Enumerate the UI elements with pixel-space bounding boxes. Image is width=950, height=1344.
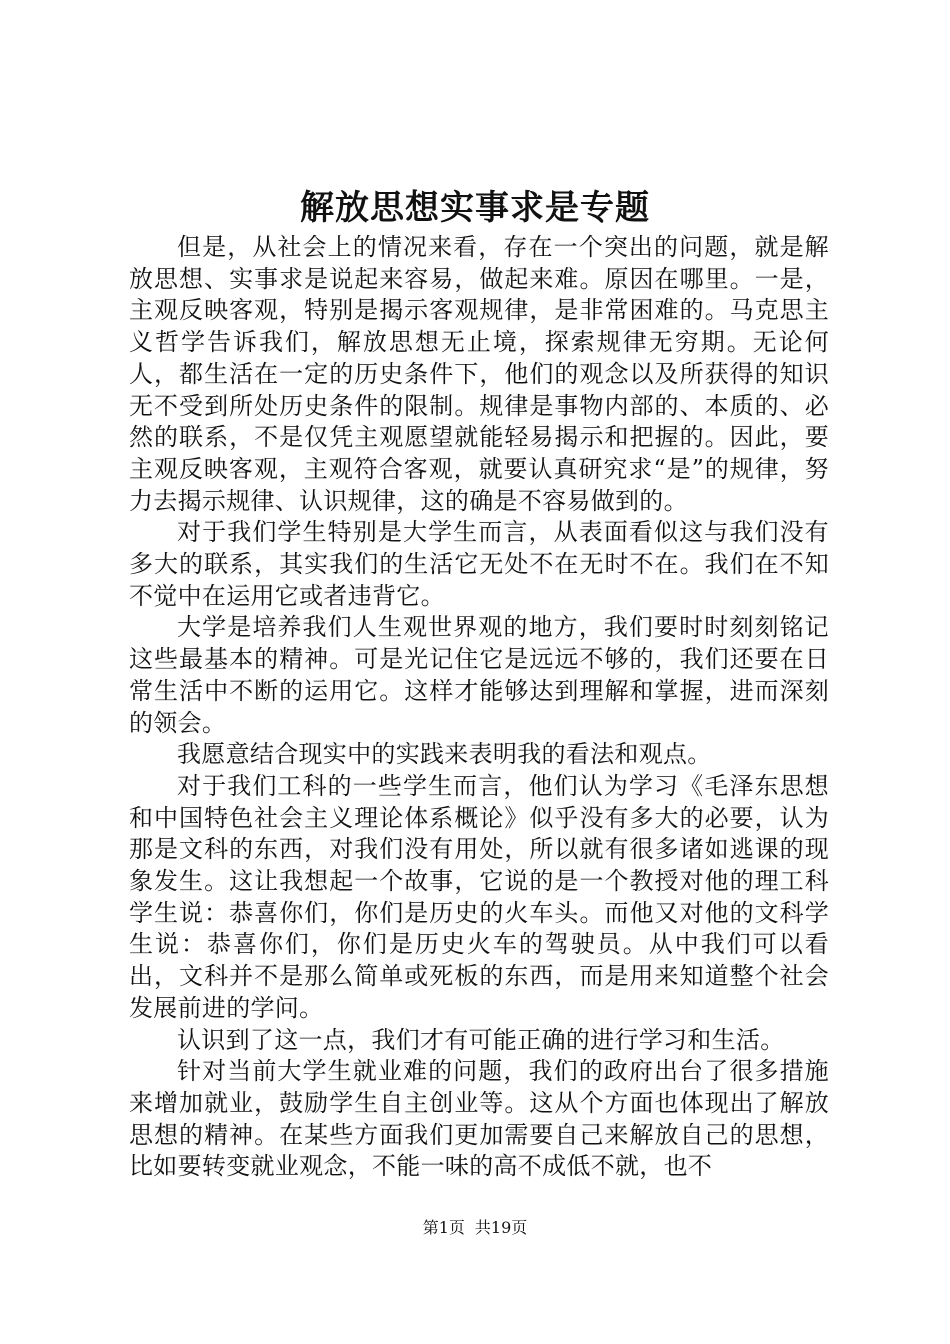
page-footer <box>0 1216 950 1240</box>
paragraph: 大学是培养我们人生观世界观的地方，我们要时时刻刻铭记这些最基本的精神。可是光记住它是远远不够的，我们还要在日常生活中不断的运用它。这样才能够达到理解和掌握，进而深刻的领会。 <box>129 613 829 737</box>
document-title: 解放思想实事求是专题 <box>300 188 650 228</box>
paragraph: 我愿意结合现实中的实践来表明我的看法和观点。 <box>177 740 712 769</box>
document-body <box>129 232 829 1183</box>
paragraph: 但是，从社会上的情况来看，存在一个突出的问题，就是解放思想、实事求是说起来容易，做起来难。原因在哪里。一是，主观反映客观，特别是揭示客观规律，是非常困难的。马克思主义哲学告诉我们，解放思想无止境，探索规律无穷期。无论何人，都生活在一定的历史条件下，他们的观念以及所获得的知识无不受到所处历史条件的限制。规律是事物内部的、本质的、必然的联系，不是仅凭主观愿望就能轻易揭示和把握的。因此，要主观反映客观，主观符合客观，就要认真研究求“是”的规律，努力去揭示规律、认识规律，这的确是不容易做到的。 <box>129 233 829 515</box>
paragraph: 对于我们工科的一些学生而言，他们认为学习《毛泽东思想和中国特色社会主义理论体系概论》似乎没有多大的必要，认为那是文科的东西，对我们没有用处，所以就有很多诸如逃课的现象发生。这让我想起一个故事，它说的是一个教授对他的理工科学生说：恭喜你们，你们是历史的火车头。而他又对他的文科学生说：恭喜你们，你们是历史火车的驾驶员。从中我们可以看出，文科并不是那么简单或死板的东西，而是用来知道整个社会发展前进的学问。 <box>129 771 829 1022</box>
paragraph: 对于我们学生特别是大学生而言，从表面看似这与我们没有多大的联系，其实我们的生活它无处不在无时不在。我们在不知不觉中在运用它或者违背它。 <box>129 518 829 610</box>
page-number: 第1页 <box>422 1218 465 1237</box>
paragraph: 认识到了这一点，我们才有可能正确的进行学习和生活。 <box>177 1025 785 1054</box>
paragraph: 针对当前大学生就业难的问题，我们的政府出台了很多措施来增加就业，鼓励学生自主创业等。这从个方面也体现出了解放思想的精神。在某些方面我们更加需要自己来解放自己的思想，比如要转变就业观念，不能一味的高不成低不就，也不 <box>129 1057 829 1181</box>
page-total: 共19页 <box>474 1218 528 1237</box>
